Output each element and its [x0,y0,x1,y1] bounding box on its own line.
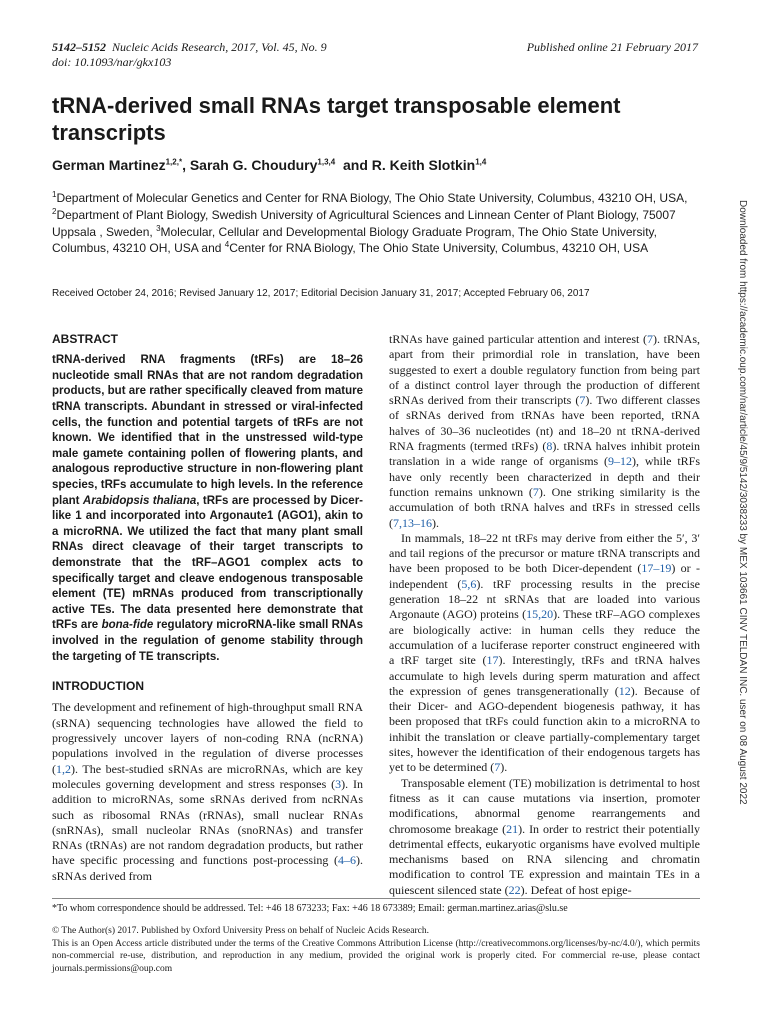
download-sidebar [728,200,752,1000]
citation-link[interactable]: 7 [494,760,501,775]
author-affiliation-mark: 1,4 [475,157,487,167]
affiliation-text: Molecular, Cellular and Developmental Biology Graduate Program, The Ohio State University, Columbus, 43210 OH, USA and [52,224,657,256]
license-text: This is an Open Access article distributed under the terms of the Creative Commons Attribution License (http://creativecommons.org/licenses/by-nc/4.0/), which permits non-commercial re-use, distribution, and reproduction in any medium, provided the original work is properly cited. For commercial re-use, please contact journals.permissions@oup.com [52,938,700,974]
body-paragraph: Transposable element (TE) mobilization is detrimental to host fitness as it can cause mutations via insertion, promoter modifications, abnormal genome rearrangements and chromosome breakage (21). In order to restrict their potentially detrimental effects, eukaryotic organisms have evolved multiple mechanisms based on RNA silencing and chromatin modification to control TE expression and maintain TEs in a quiescent silenced state (22). Defeat of host epige- [389,775,700,897]
page-range: 5142–5152 [52,40,106,54]
citation-link[interactable]: 4–6 [338,853,356,868]
affiliation-mark: 3 [156,223,161,233]
citation-link[interactable]: 9–12 [608,454,633,469]
body-paragraph: tRNAs have gained particular attention and interest (7). tRNAs, apart from their primordial role in translation, have been suggested to exert a double regulatory function from being part of a distinct control layer through the production of different sRNAs derived from their transcripts (7). Two different classes of sRNAs derived from tRNAs have been reported, tRNA halves of 30–36 nucleotides (nt) and 18–20 nt tRNA-derived RNA fragments (termed tRFs) (8). tRNA halves inhibit protein translation in a wide range of organisms (9–12), while tRFs have only recently been characterized in depth and their function remains unknown (7). One striking similarity is the accumulation of both tRNA halves and tRFs in stressed cells (7,13–16). [389,332,700,530]
author-name[interactable]: Sarah G. Choudury [189,157,318,173]
affiliation-mark: 1 [52,190,57,199]
doi-link[interactable]: doi: 10.1093/nar/gkx103 [52,55,172,69]
body-paragraph: In mammals, 18–22 nt tRFs may derive from either the 5′, 3′ and tail regions of the precursor or mature tRNA transcripts and have been proposed to be both Dicer-dependent (17–19) or -independent (5,6). tRF processing results in the precise generation 18–22 nt sRNAs that are loaded into various Argonaute (AGO) proteins (15,20). These tRF–AGO complexes are biologically active: in human cells they reduce the accumulation of a luciferase reporter construct engineered with a tRF target site (17). Interestingly, tRFs and tRNA halves accumulate to high levels during sperm maturation and affect the expression of genes transgenerationally (12). Because of their Dicer- and AGO-dependent biogenesis pathway, it has been proposed that tRFs could function akin to a microRNA to inhibit the translation or cleave partially-complementary target sites, however the identification of their endogenous targets has yet to be determined (7). [389,530,700,775]
open-access-notice [52,925,700,975]
download-notice: Downloaded from https://academic.oup.com/nar/article/45/9/5142/3038233 by MEX 103661 CINV TELDAN INC. user on 08 August 2022 [737,200,748,805]
citation-link[interactable]: 7 [532,484,539,499]
citation-link[interactable]: 7 [579,393,586,408]
author-name[interactable]: and R. Keith Slotkin [343,157,476,173]
affiliation-mark: 2 [52,206,57,216]
citation-link[interactable]: 12 [618,683,631,698]
author-affiliation-mark: 1,2,* [165,157,183,167]
citation-link[interactable]: 22 [508,882,521,897]
affiliation-mark: 4 [224,240,230,250]
affiliation-text: Center for RNA Biology, The Ohio State University, Columbus, 43210 OH, USA [229,241,649,256]
running-header [52,40,327,70]
history-dates: Received October 24, 2016; Revised January 12, 2017; Editorial Decision January 31, 2017; Accepted February 06, 2017 [52,288,590,299]
affiliation-text: Department of Molecular Genetics and Center for RNA Biology, The Ohio State University, Columbus, 43210 OH, USA, [56,191,688,205]
journal-info: Nucleic Acids Research, 2017, Vol. 45, No. 9 [112,40,327,54]
right-column [389,332,700,898]
citation-link[interactable]: 8 [546,439,553,454]
citation-link[interactable]: 17 [486,653,499,668]
citation-link[interactable]: 7,13–16 [393,515,432,530]
intro-paragraph: The development and refinement of high-throughput small RNA (sRNA) sequencing technologies have allowed the field to progressively uncover layers of non-coding RNA (ncRNA) populations involved in the regulation of diverse processes (1,2). The best-studied sRNAs are microRNAs, which are key molecules governing development and stress responses (3). In addition to microRNAs, some sRNAs derived from ncRNAs such as ribosomal RNAs (rRNAs), small nuclear RNAs (snRNAs), small nucleolar RNAs (snoRNAs) and transfer RNAs (tRNAs) are not random degradation products, but rather have specific processing and functions post-processing (4–6). sRNAs derived from [52,700,363,883]
citation-link[interactable]: 5,6 [461,576,477,591]
left-column [52,332,363,884]
citation-link[interactable]: 21 [506,821,519,836]
abstract-heading: ABSTRACT [52,332,118,346]
correspondence-footnote: *To whom correspondence should be addressed. Tel: +46 18 673233; Fax: +46 18 673389; Email: german.martinez.arias@slu.se [52,903,568,914]
citation-link[interactable]: 1,2 [56,761,71,776]
citation-link[interactable]: 15,20 [526,607,554,622]
published-date: Published online 21 February 2017 [526,40,698,54]
citation-link[interactable]: 7 [647,332,654,346]
citation-link[interactable]: 17–19 [641,561,672,576]
article-title: tRNA-derived small RNAs target transposable element transcripts [52,93,621,145]
author-name[interactable]: German Martinez [52,157,166,173]
affiliation-text: Department of Plant Biology, Swedish University of Agricultural Sciences and Linnean Center of Plant Biology, 75007 Uppsala , Sweden, [52,207,676,239]
author-list: German Martinez$^{1,2,*}$, Sarah G. Choudury$^{1,3,4}$ and R. Keith Slotkin$^{1,4}$ [52,157,487,173]
abstract-text: tRNA-derived RNA fragments (tRFs) are 18–26 nucleotide small RNAs that are not random degradation products, but are rather specifically cleaved from mature tRNA transcripts. Abundant in stressed or viral-infected cells, the function and potential targets of tRFs are not known. We identified that in the unstressed wild-type male gamete containing pollen of flowering plants, and analogous reproductive structure in non-flowering plant species, tRFs accumulate to high levels. In the reference plant Arabidopsis thaliana, tRFs are processed by Dicer-like 1 and incorporated into Argonaute1 (AGO1), akin to a microRNA. We utilized the fact that many plant small RNAs direct cleavage of their target transcripts to demonstrate that the tRF–AGO1 complex acts to specifically target and cleave endogenous transposable element (TE) mRNAs produced from transcriptionally active TEs. The data presented here demonstrate that tRFs are bona-fide regulatory microRNA-like small RNAs involved in the regulation of genome stability through the targeting of TE transcripts. [52,354,363,663]
introduction-heading: INTRODUCTION [52,679,144,694]
affiliations [52,190,712,257]
footnote-divider [52,898,700,899]
citation-link[interactable]: 3 [335,776,342,791]
author-affiliation-mark: 1,3,4 [317,157,336,167]
copyright-line: © The Author(s) 2017. Published by Oxford University Press on behalf of Nucleic Acids Research. [52,926,429,936]
